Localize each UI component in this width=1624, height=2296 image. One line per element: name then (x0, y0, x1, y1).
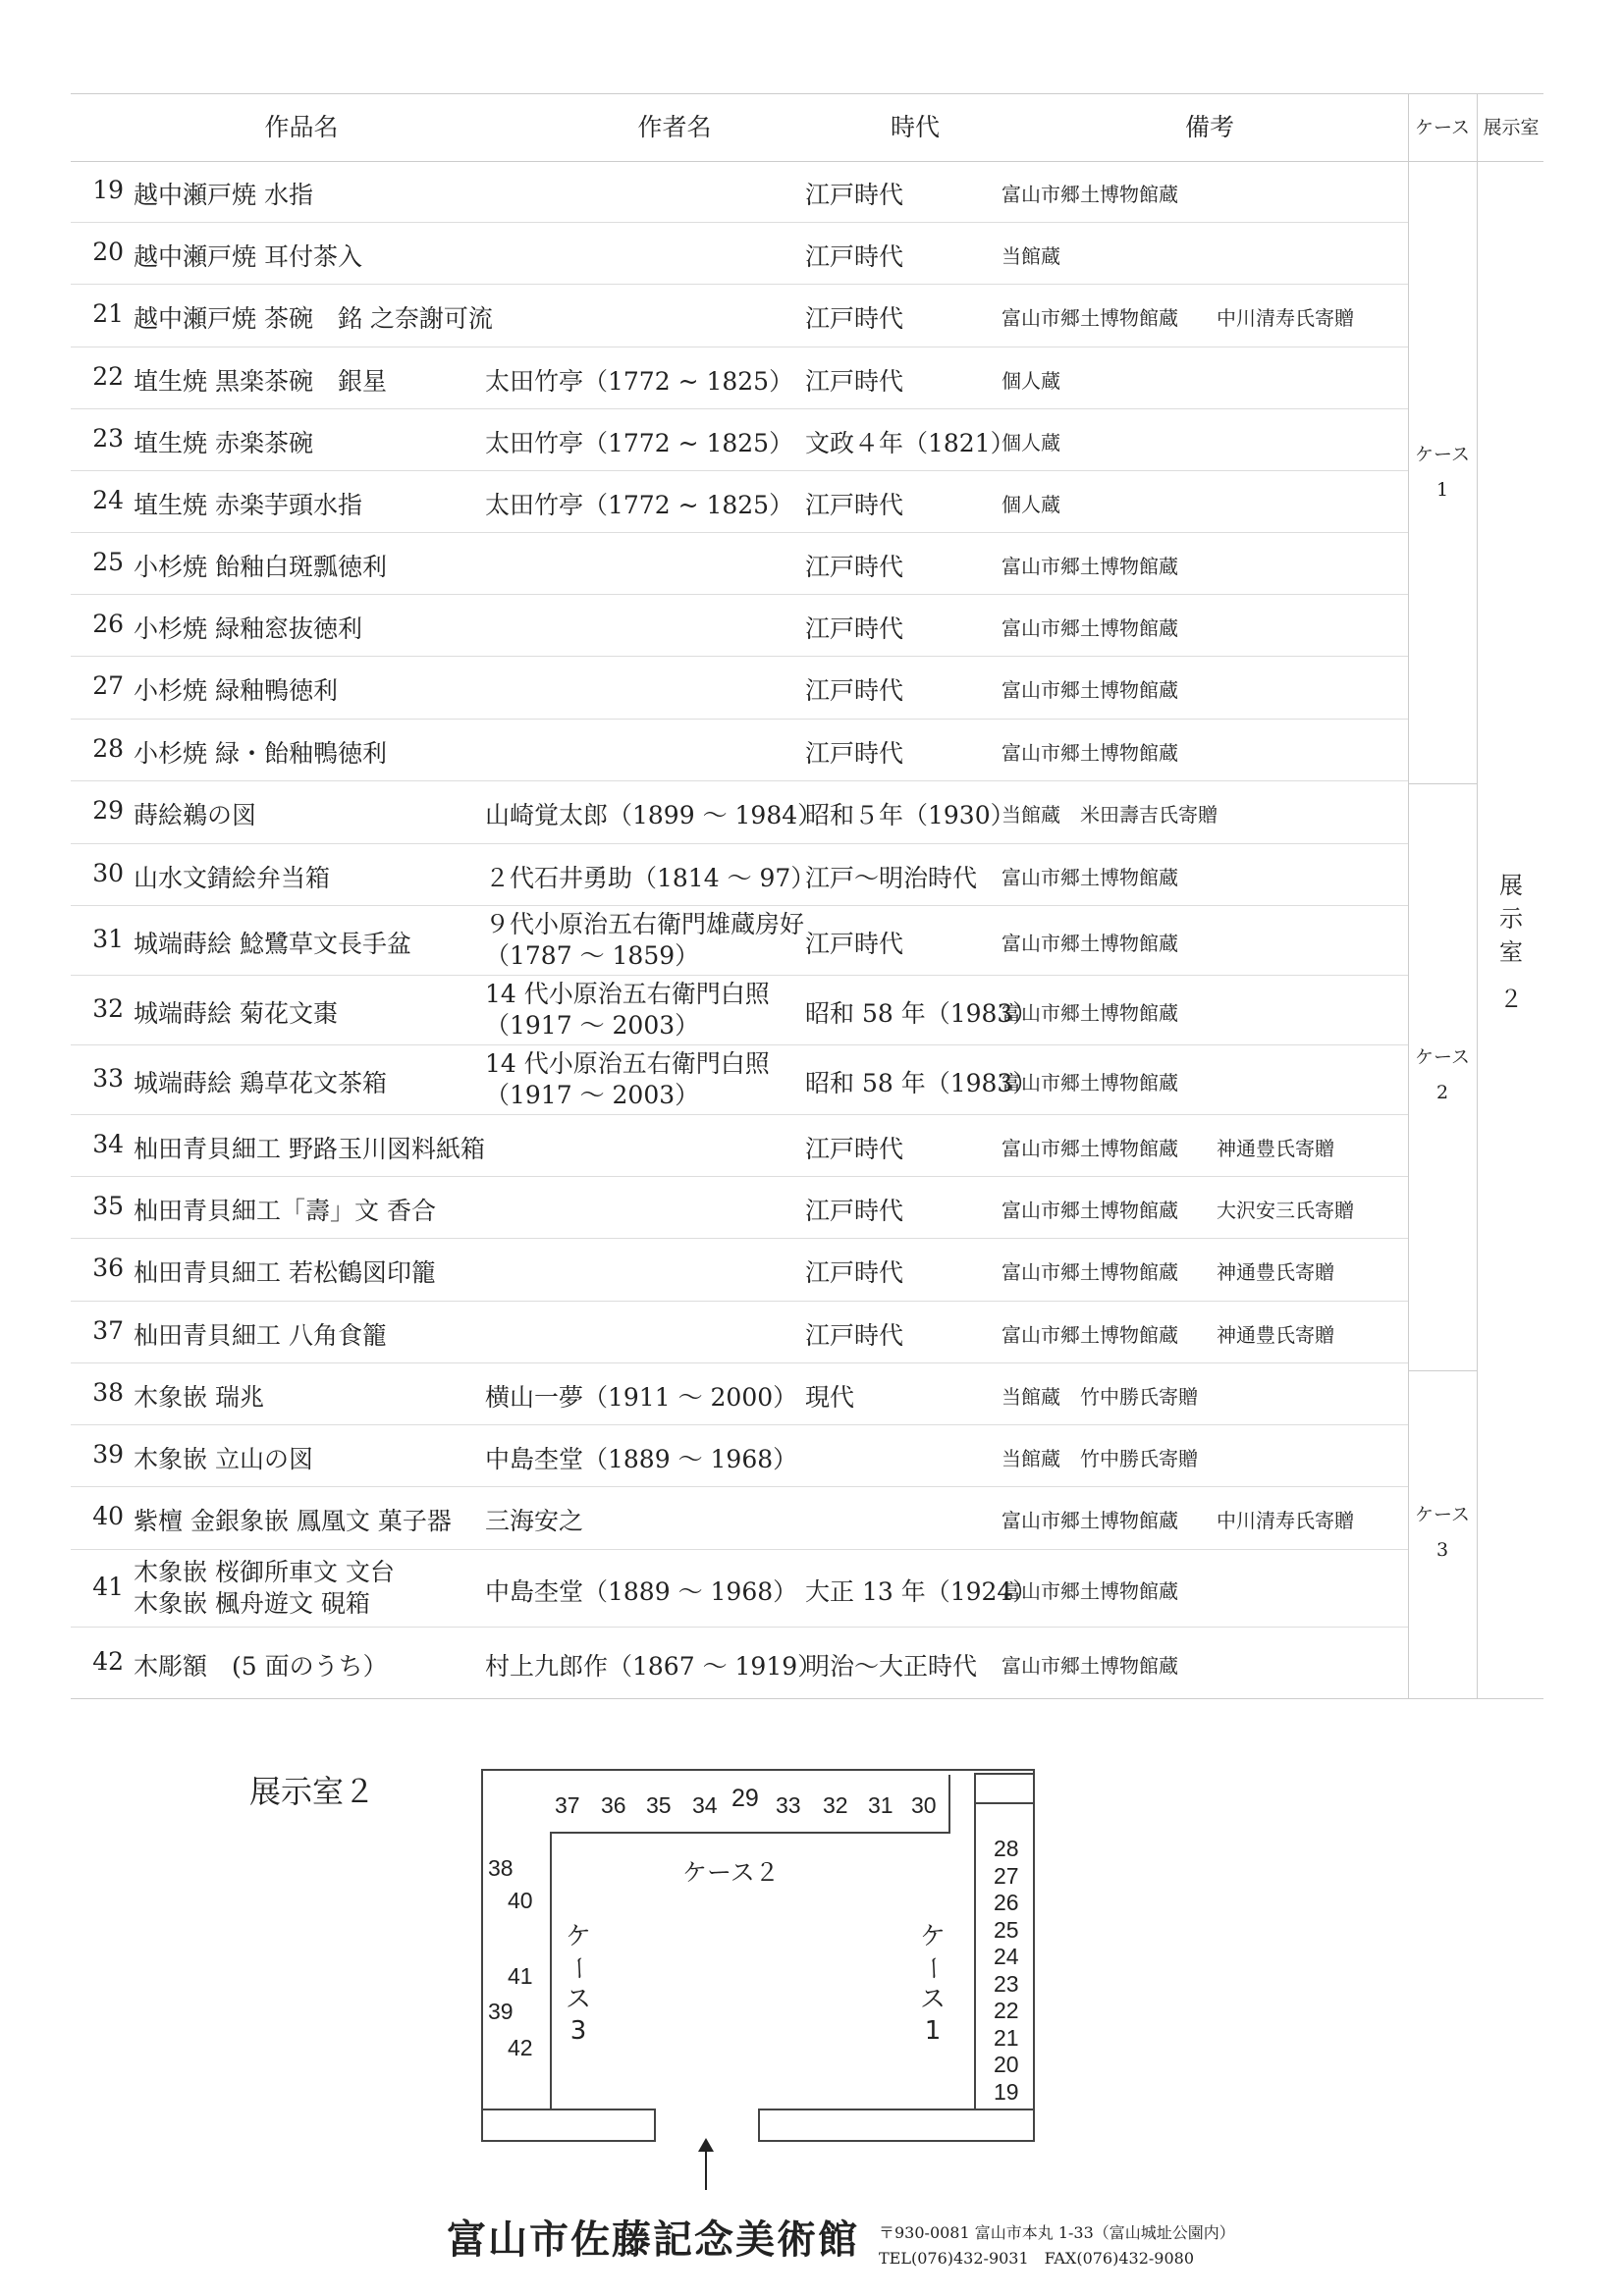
table-row (71, 1238, 1408, 1302)
row-number: 34 (92, 1129, 124, 1158)
table-row (71, 470, 1408, 533)
table-row (71, 222, 1408, 285)
remarks: 富山市郷土博物館蔵 (1001, 1000, 1178, 1025)
left-entrance-wall (481, 2109, 656, 2142)
table-row (71, 284, 1408, 347)
artwork-title: 杣田青貝細工 若松鶴図印籠 (134, 1258, 436, 1287)
map-item-number: 30 (911, 1792, 937, 1818)
table-row (71, 347, 1408, 409)
map-item-number: 33 (776, 1792, 801, 1818)
artist-name: 太田竹亭（1772 ~ 1825） (485, 490, 794, 519)
remarks: 富山市郷土博物館蔵 (1001, 182, 1178, 206)
artwork-title: 小杉焼 飴釉白斑瓢徳利 (134, 552, 387, 581)
artwork-title: 城端蒔絵 鶏草花文茶箱 (134, 1068, 387, 1097)
case-column-divider (1408, 93, 1409, 1698)
era: 江戸時代 (805, 676, 904, 705)
header-room: 展示室 (1483, 117, 1540, 138)
map-item-number: 24 (994, 1944, 1019, 1969)
map-item-number: 32 (823, 1792, 848, 1818)
remarks: 富山市郷土博物館蔵 (1001, 1198, 1178, 1222)
remarks: 富山市郷土博物館蔵 (1001, 931, 1178, 955)
row-number: 40 (92, 1502, 124, 1530)
era: 江戸時代 (805, 929, 904, 958)
remarks: 個人蔵 (1001, 430, 1060, 454)
row-number: 27 (92, 671, 124, 700)
artwork-title: 山水文錆絵弁当箱 (134, 863, 331, 892)
artist-name: 太田竹亭（1772 ~ 1825） (485, 428, 794, 457)
room-2-label: 展 示 室 ２ (1477, 869, 1545, 1016)
era: 昭和 58 年（1983） (805, 1068, 1038, 1097)
map-item-number: 37 (555, 1792, 580, 1818)
table-row (71, 408, 1408, 471)
room-label-vertical: 展 示 室 (1499, 872, 1523, 966)
row-number: 37 (92, 1315, 124, 1345)
row-number: 31 (92, 924, 124, 953)
artwork-title: 小杉焼 緑釉窓抜徳利 (134, 614, 362, 643)
map-item-number: 42 (508, 2035, 533, 2060)
row-number: 30 (92, 858, 124, 887)
case-1-label: ケース 1 (1414, 444, 1471, 501)
header-case: ケース (1414, 117, 1471, 138)
museum-name: 富山市佐藤記念美術館 (447, 2216, 859, 2263)
artwork-title: 越中瀬戸焼 茶碗 銘 之奈謝可流 (134, 304, 493, 333)
artist-name: 三海安之 (485, 1507, 584, 1535)
table-row (71, 532, 1408, 595)
artist-name: 村上九郎作（1867 ～ 1919） (485, 1651, 823, 1681)
map-item-number: 31 (868, 1792, 893, 1818)
remarks: 富山市郷土博物館蔵 (1001, 1070, 1178, 1095)
donor-note: 神通豊氏寄贈 (1217, 1136, 1334, 1160)
row-number: 41 (92, 1572, 124, 1601)
map-item-number: 26 (994, 1890, 1019, 1915)
remarks: 富山市郷土博物館蔵 (1001, 306, 1178, 330)
map-item-number: 27 (994, 1862, 1019, 1889)
case-2-right-end (948, 1775, 950, 1834)
donor-note: 大沢安三氏寄贈 (1217, 1198, 1354, 1222)
era: 江戸時代 (805, 1134, 904, 1163)
header-note: 備考 (1184, 113, 1234, 141)
donor-note: 中川清寿氏寄贈 (1217, 1509, 1354, 1532)
map-item-number: 28 (994, 1836, 1019, 1861)
map-item-number: 34 (692, 1792, 718, 1818)
donor-note: 中川清寿氏寄贈 (1217, 306, 1354, 330)
artwork-title: 越中瀬戸焼 耳付茶入 (134, 241, 362, 271)
row-number: 38 (92, 1377, 124, 1407)
artwork-title: 木象嵌 桜御所車文 文台 木象嵌 楓舟遊文 硯箱 (134, 1557, 395, 1618)
remarks: 富山市郷土博物館蔵 (1001, 740, 1178, 765)
row-number: 26 (92, 609, 124, 638)
case-divider-2 (1408, 1370, 1477, 1371)
artwork-title: 杣田青貝細工「壽」文 香合 (134, 1196, 436, 1225)
case-3-label: ケース 3 (1414, 1504, 1471, 1561)
artist-name: 山崎覚太郎（1899 ～ 1984） (485, 801, 823, 829)
artwork-title: 杣田青貝細工 八角食籠 (134, 1320, 387, 1350)
artwork-title: 城端蒔絵 鯰鷺草文長手盆 (134, 929, 411, 958)
table-row (71, 905, 1408, 976)
era: 江戸時代 (805, 241, 904, 271)
artist-name: 太田竹亭（1772 ~ 1825） (485, 366, 794, 396)
era: 江戸時代 (805, 366, 904, 396)
row-number: 22 (92, 361, 124, 391)
table-row (71, 1301, 1408, 1363)
artist-name: 中島杢堂（1889 ～ 1968） (485, 1444, 798, 1473)
era: 昭和 58 年（1983） (805, 998, 1038, 1028)
artwork-title: 城端蒔絵 菊花文棗 (134, 998, 338, 1028)
artist-name: 横山一夢（1911 ～ 2000） (485, 1382, 798, 1412)
era: 大正 13 年（1924） (805, 1576, 1038, 1606)
table-row (71, 1424, 1408, 1487)
row-number: 39 (92, 1439, 124, 1468)
era: 現代 (805, 1382, 855, 1412)
table-row (71, 1627, 1408, 1699)
corner-box (974, 1773, 1035, 1804)
case-2-map-label: ケース２ (682, 1858, 780, 1887)
artwork-title: 木象嵌 瑞兆 (134, 1382, 264, 1412)
table-row (71, 975, 1408, 1045)
donor-note: 神通豊氏寄贈 (1217, 1260, 1334, 1284)
row-number: 35 (92, 1191, 124, 1220)
artwork-title: 小杉焼 緑・飴釉鴨徳利 (134, 738, 387, 768)
era: 江戸時代 (805, 1320, 904, 1350)
remarks: 富山市郷土博物館蔵 (1001, 1322, 1178, 1347)
era: 江戸時代 (805, 738, 904, 768)
remarks: 個人蔵 (1001, 492, 1060, 516)
row-number: 21 (92, 299, 124, 328)
remarks: 富山市郷土博物館蔵 (1001, 554, 1178, 578)
row-number: 20 (92, 237, 124, 266)
artwork-title: 埴生焼 赤楽茶碗 (134, 428, 313, 457)
map-item-number: 21 (994, 2024, 1019, 2051)
case-3-wall (550, 1832, 552, 2109)
table-row (71, 1549, 1408, 1628)
table-row (71, 1486, 1408, 1550)
artwork-title: 紫檀 金銀象嵌 鳳凰文 菓子器 (134, 1507, 452, 1535)
map-item-number: 40 (508, 1888, 533, 1913)
era: 江戸時代 (805, 180, 904, 209)
museum-phone: TEL(076)432-9031 FAX(076)432-9080 (879, 2249, 1195, 2268)
era: 明治～大正時代 (805, 1651, 978, 1681)
case-3-map-label: ケ ー ス 3 (564, 1922, 593, 2046)
table-row (71, 843, 1408, 906)
case-2-label: ケース 2 (1414, 1046, 1471, 1103)
table-row (71, 1114, 1408, 1177)
table-row (71, 719, 1408, 781)
remarks: 当館蔵 (1001, 243, 1060, 268)
row-number: 25 (92, 547, 124, 576)
artwork-title: 杣田青貝細工 野路玉川図料紙箱 (134, 1134, 485, 1163)
header-era: 時代 (890, 113, 940, 141)
era: 江戸時代 (805, 614, 904, 643)
artwork-title: 埴生焼 黒楽茶碗 銀星 (134, 366, 387, 396)
row-number: 24 (92, 485, 124, 514)
donor-note: 神通豊氏寄贈 (1217, 1322, 1334, 1347)
table-row (71, 780, 1408, 844)
artwork-title: 木象嵌 立山の図 (134, 1444, 313, 1473)
table-row (71, 1362, 1408, 1425)
artwork-title: 蒔絵鵜の図 (134, 801, 257, 829)
case-1-map-label: ケ ー ス 1 (918, 1922, 947, 2046)
map-item-number: 39 (488, 1999, 514, 2024)
artist-name: 14 代小原治五右衛門白照 （1917 ～ 2003） (485, 979, 770, 1040)
remarks: 当館蔵 米田壽吉氏寄贈 (1001, 803, 1218, 827)
map-item-number: 41 (508, 1963, 533, 1989)
table-row (71, 594, 1408, 657)
remarks: 当館蔵 竹中勝氏寄贈 (1001, 1446, 1198, 1470)
table-row (71, 656, 1408, 720)
era: 江戸時代 (805, 1258, 904, 1287)
map-item-number: 35 (646, 1792, 672, 1818)
entrance-arrow-shaft (705, 2145, 707, 2190)
map-item-number: 25 (994, 1916, 1019, 1943)
map-item-number: 19 (994, 2078, 1019, 2105)
remarks: 富山市郷土博物館蔵 (1001, 1578, 1178, 1603)
header-title: 作品名 (264, 113, 339, 141)
remarks: 富山市郷土博物館蔵 (1001, 1509, 1178, 1532)
row-number: 32 (92, 993, 124, 1023)
row-number: 28 (92, 733, 124, 763)
map-item-number: 20 (994, 2052, 1019, 2077)
header-artist: 作者名 (637, 113, 712, 141)
map-item-number: 22 (994, 1998, 1019, 2023)
artwork-title: 越中瀬戸焼 水指 (134, 180, 313, 209)
map-item-number: 36 (601, 1792, 626, 1818)
floor-map-title: 展示室２ (249, 1773, 376, 1810)
map-item-number: 38 (488, 1855, 514, 1881)
remarks: 個人蔵 (1001, 368, 1060, 393)
remarks: 富山市郷土博物館蔵 (1001, 678, 1178, 702)
row-number: 29 (92, 796, 124, 825)
remarks: 富山市郷土博物館蔵 (1001, 615, 1178, 640)
artist-name: ９代小原治五右衛門雄蔵房好 （1787 ～ 1859） (485, 909, 805, 970)
museum-address: 〒930-0081 富山市本丸 1-33（富山城址公園内） (879, 2223, 1235, 2242)
row-number: 23 (92, 423, 124, 453)
row-number: 19 (92, 175, 124, 204)
artist-name: 14 代小原治五右衛門白照 （1917 ～ 2003） (485, 1048, 770, 1109)
era: 江戸時代 (805, 1196, 904, 1225)
artwork-title: 埴生焼 赤楽芋頭水指 (134, 490, 362, 519)
map-item-number: 29 (731, 1785, 759, 1812)
era: 江戸時代 (805, 490, 904, 519)
map-item-number: 23 (994, 1970, 1019, 1997)
row-number: 33 (92, 1063, 124, 1093)
era: 江戸時代 (805, 552, 904, 581)
remarks: 富山市郷土博物館蔵 (1001, 1136, 1178, 1160)
remarks: 当館蔵 竹中勝氏寄贈 (1001, 1384, 1198, 1409)
era: 文政４年（1821） (805, 428, 1015, 457)
remarks: 富山市郷土博物館蔵 (1001, 1653, 1178, 1678)
artwork-title: 木彫額 (5 面のうち） (134, 1651, 388, 1681)
case-1-wall (974, 1804, 976, 2109)
era: 昭和５年（1930） (805, 801, 1015, 829)
right-entrance-wall (758, 2109, 1035, 2142)
artist-name: 中島杢堂（1889 ～ 1968） (485, 1576, 798, 1606)
table-bottom-rule (71, 1698, 1543, 1699)
artwork-title: 小杉焼 緑釉鴨徳利 (134, 676, 338, 705)
table-row (71, 160, 1408, 223)
era: 江戸～明治時代 (805, 863, 978, 892)
case-divider-1 (1408, 783, 1477, 784)
table-header (71, 93, 1543, 162)
remarks: 富山市郷土博物館蔵 (1001, 865, 1178, 889)
remarks: 富山市郷土博物館蔵 (1001, 1260, 1178, 1284)
row-number: 36 (92, 1254, 124, 1282)
table-row (71, 1044, 1408, 1115)
artist-name: ２代石井勇助（1814 ～ 97） (485, 863, 816, 892)
era: 江戸時代 (805, 304, 904, 333)
row-number: 42 (92, 1646, 124, 1676)
table-row (71, 1176, 1408, 1239)
